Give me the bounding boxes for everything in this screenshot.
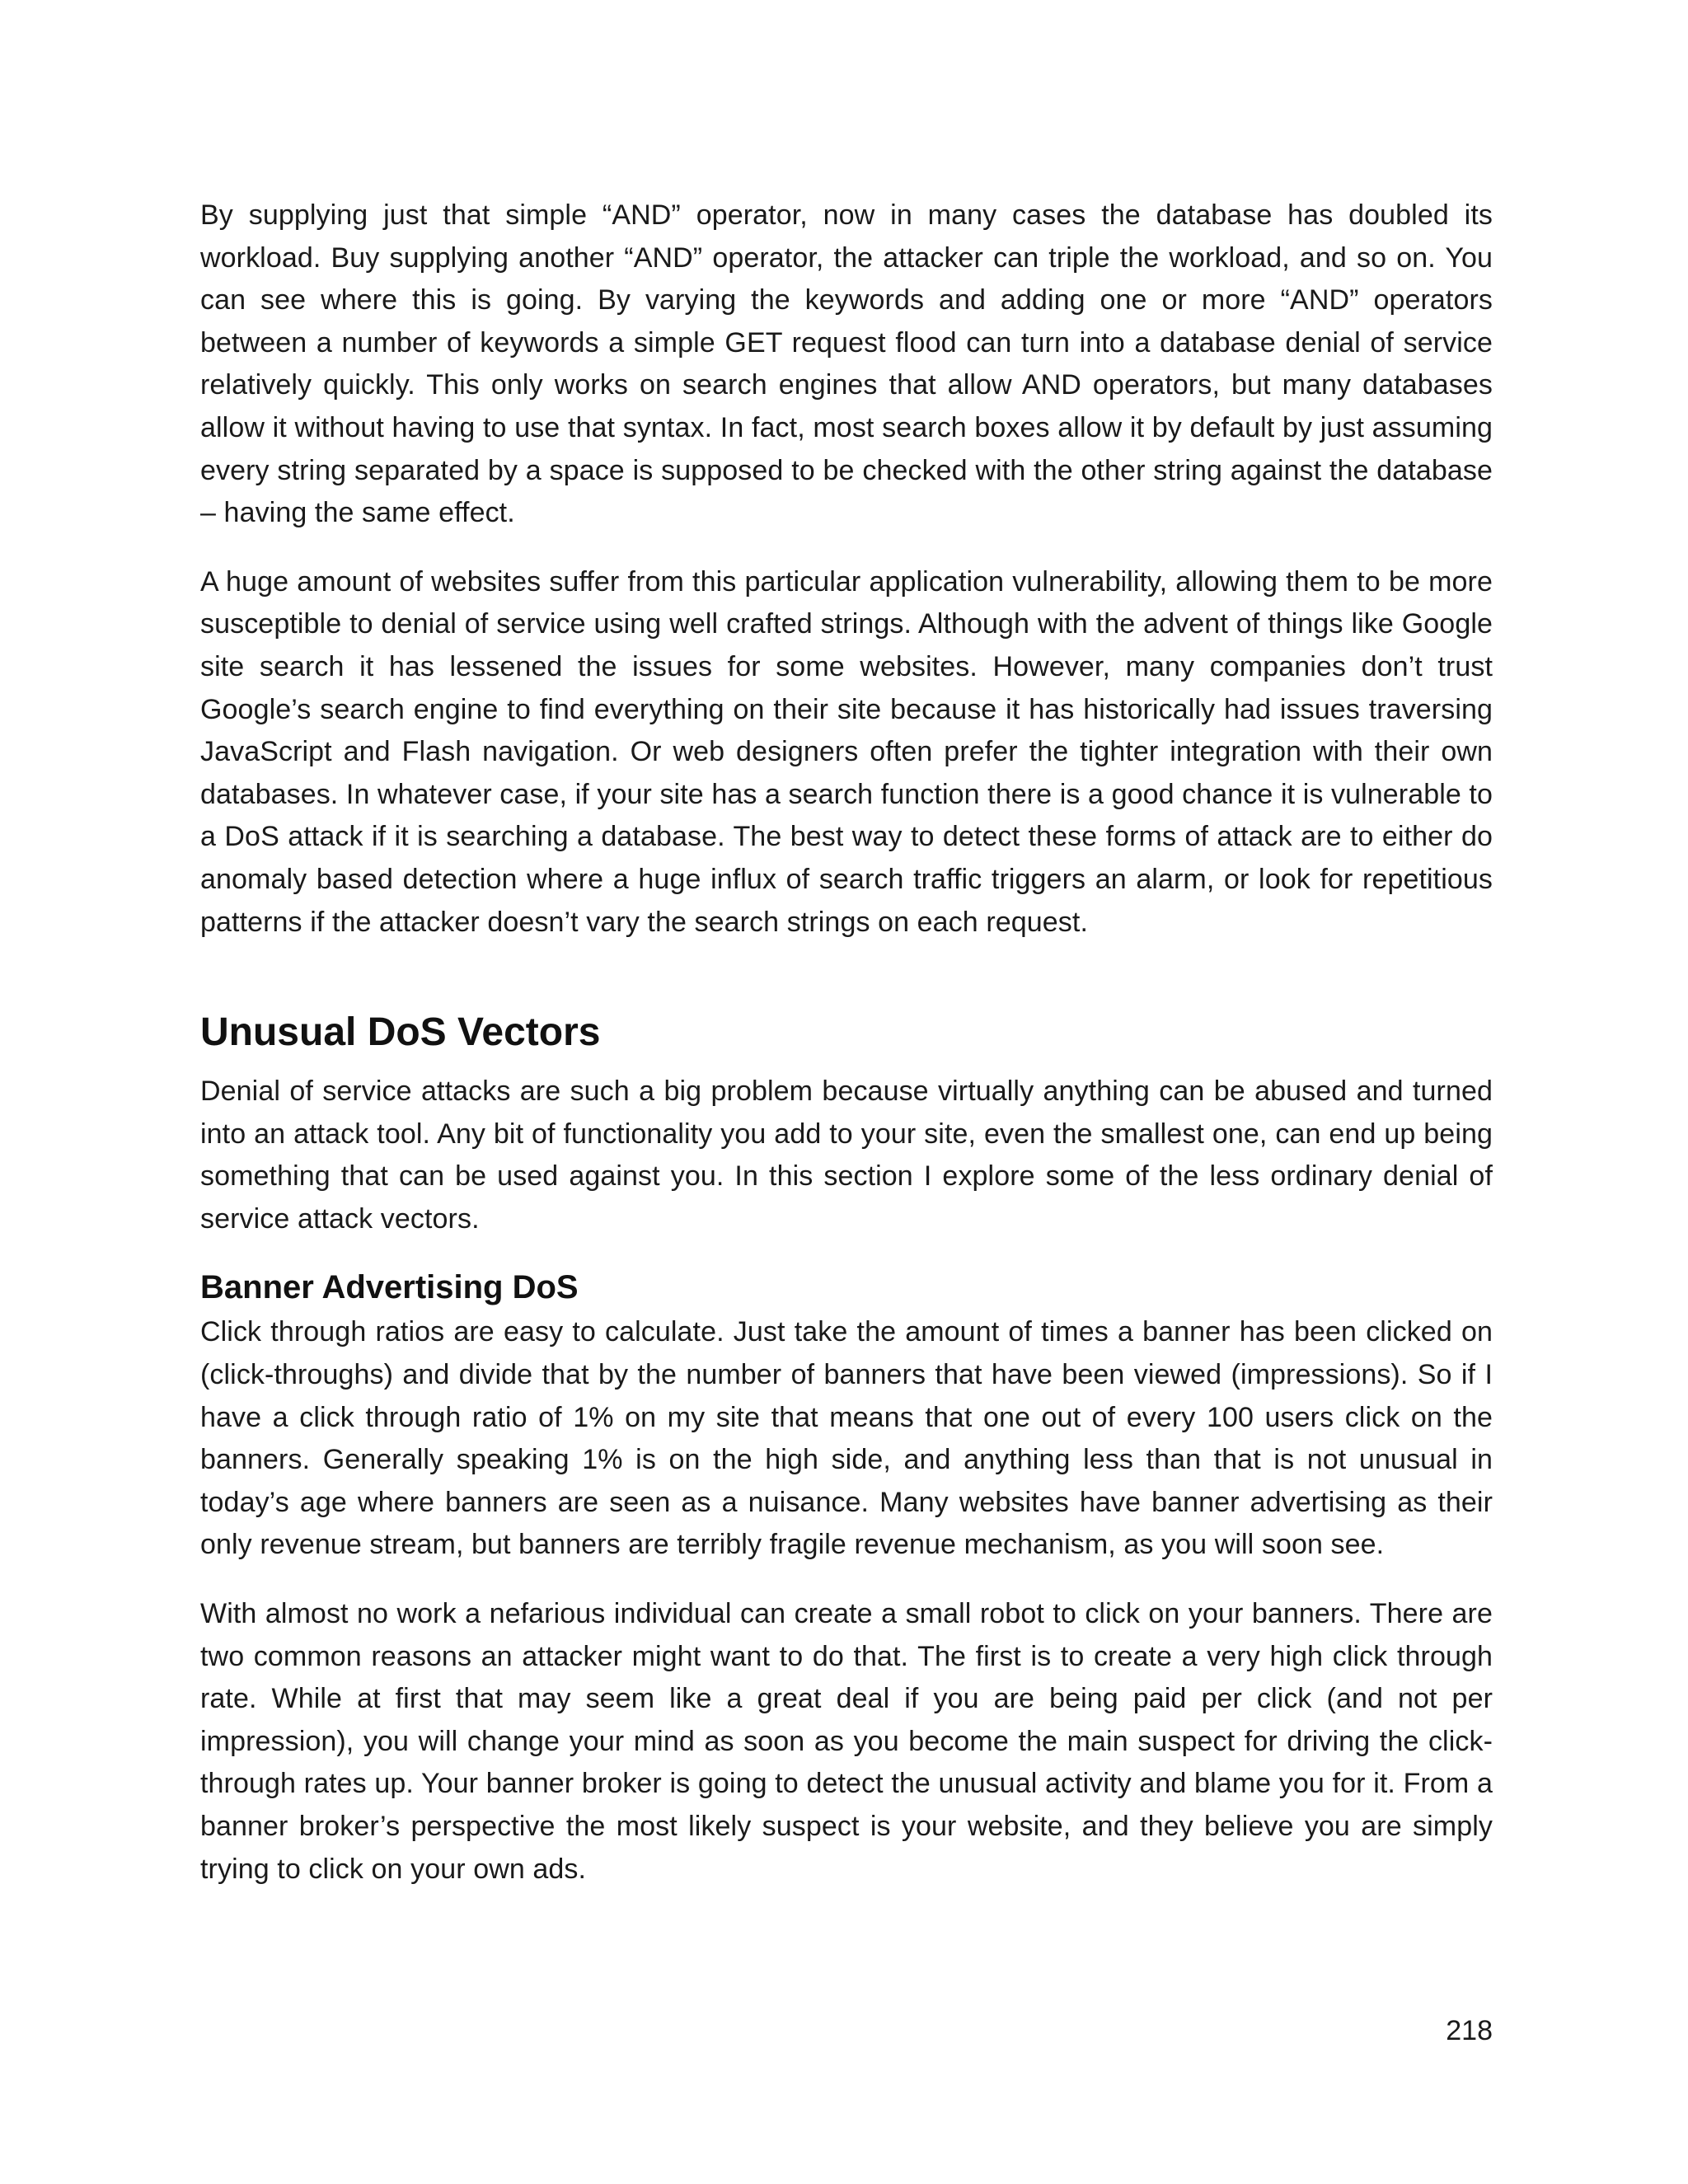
section-heading: Unusual DoS Vectors (200, 1010, 601, 1055)
body-paragraph: By supplying just that simple “AND” operator, now in many cases the database has doubled its workload. Buy supplying another “AND” operator, the attacker can triple the workload, and so on. You can see where this is going. By varying the keywords and adding one or more “AND” operators between a number of keywords a simple GET request flood can turn into a database denial of service relatively quickly. This only works on search engines that allow AND operators, but many databases allow it without having to use that syntax. In fact, most search boxes allow it by default by just assuming every string separated by a space is supposed to be checked with the other string against the database – having the same effect. (200, 199, 1493, 529)
subsection-heading: Banner Advertising DoS (200, 1269, 579, 1306)
body-paragraph: With almost no work a nefarious individual can create a small robot to click on your banners. There are two common reasons an attacker might want to do that. The first is to create a very high click through rate. While at first that may seem like a great deal if you are being paid per click (and not per impression), you will change your mind as soon as you become the main suspect for driving the click-through rates up. Your banner broker is going to detect the unusual activity and blame you for it. From a banner broker’s perspective the most likely suspect is your website, and they believe you are simply trying to click on your own ads. (200, 1598, 1493, 1885)
document-page (200, 194, 1493, 1917)
page-number: 218 (1446, 2015, 1493, 2046)
body-paragraph: Click through ratios are easy to calculate. Just take the amount of times a banner has been clicked on (click-throughs) and divide that by the number of banners that have been viewed (impressions). So if I have a click through ratio of 1% on my site that means that one out of every 100 users click on the banners. Generally speaking 1% is on the high side, and anything less than that is not unusual in today’s age where banners are seen as a nuisance. Many websites have banner advertising as their only revenue stream, but banners are terribly fragile revenue mechanism, as you will soon see. (200, 1316, 1493, 1561)
body-paragraph: A huge amount of websites suffer from this particular application vulnerability, allowing them to be more susceptible to denial of service using well crafted strings. Although with the advent of things like Google site search it has lessened the issues for some websites. However, many companies don’t trust Google’s search engine to find everything on their site because it has historically had issues traversing JavaScript and Flash navigation. Or web designers often prefer the tighter integration with their own databases. In whatever case, if your site has a search function there is a good chance it is vulnerable to a DoS attack if it is searching a database. The best way to detect these forms of attack are to either do anomaly based detection where a huge influx of search traffic triggers an alarm, or look for repetitious patterns if the attacker doesn’t vary the search strings on each request. (200, 565, 1493, 938)
body-paragraph: Denial of service attacks are such a big problem because virtually anything can be abused and turned into an attack tool. Any bit of functionality you add to your site, even the smallest one, can end up being something that can be used against you. In this section I explore some of the less ordinary denial of service attack vectors. (200, 1076, 1493, 1235)
